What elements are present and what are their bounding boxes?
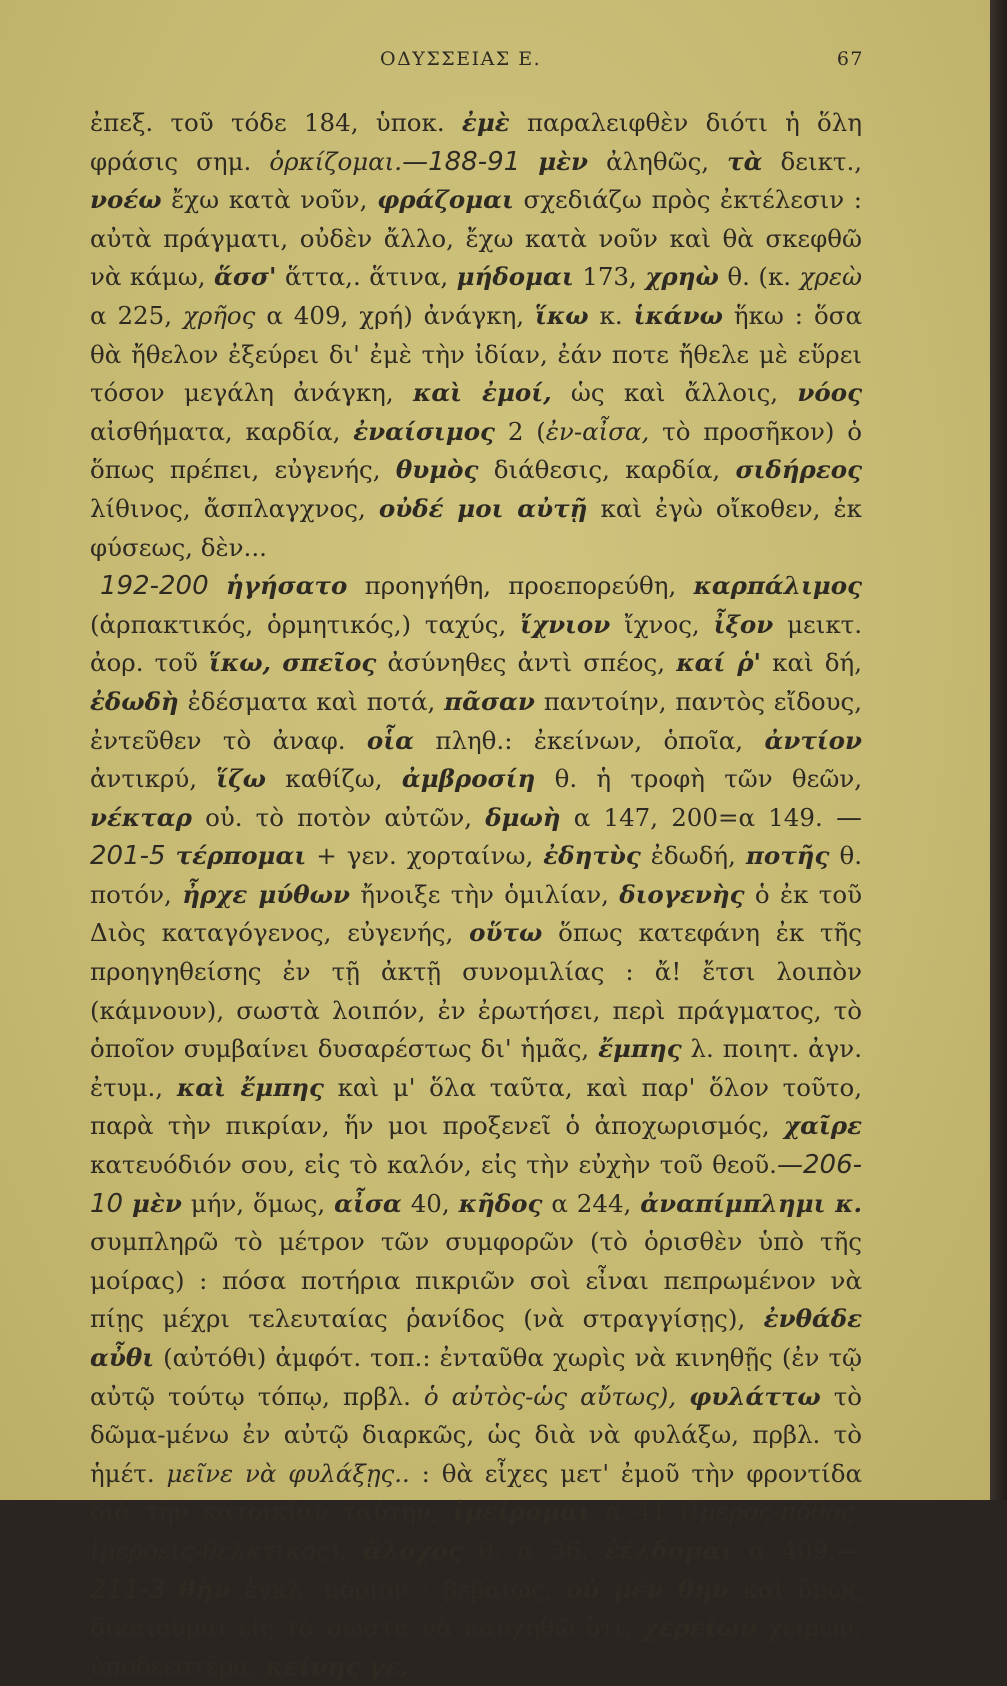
text-run: διάθεσις, καρδία, — [493, 455, 721, 485]
lemma: αἶσα — [334, 1188, 402, 1218]
text-run: ἀντικρύ, — [90, 764, 197, 794]
verse-range: —201-5 — [90, 802, 862, 872]
text-run: θ. ποτόν, — [90, 841, 863, 909]
text-run: μήν, ὅμως, — [190, 1188, 326, 1218]
text-run: ἐδέσματα καὶ ποτά, — [187, 686, 436, 716]
lemma: ἵκω, — [209, 648, 272, 678]
verse-range: —211-3 — [90, 1535, 862, 1605]
text-run: ἥκω : ὅσα θὰ ἤθελον ἐξεύρει δι' ἐμὲ τὴν ἰδίαν, ἐάν ποτε ἤθελε μὲ εὕρει τόσον μεγάλη ἀνάγκη, — [90, 300, 863, 408]
lemma: ἵζω — [216, 764, 266, 794]
commentary-text — [90, 104, 862, 1686]
text-run: τὸ προσῆκον) ὁ ὅπως πρέπει, εὐγενής, — [90, 416, 863, 485]
lemma: κῆδος — [458, 1188, 543, 1218]
text-run: καθίζω, — [285, 764, 383, 794]
text-run: α 409, χρή) ἀνάγκη, — [266, 300, 525, 330]
lemma: ἵκω — [535, 300, 589, 330]
lemma: ἦρχε μύθων — [182, 879, 350, 909]
lemma: οὕτω — [469, 918, 543, 948]
text-run: (ἁρπακτικός, ὁρμητικός,) ταχύς, — [90, 609, 507, 639]
text-run: παραλειφθὲν διότι ἡ ὅλη φράσις σημ. — [90, 108, 863, 176]
text-run: α 225, — [90, 300, 173, 330]
lemma: ἀναπίμπλημι κ. — [640, 1188, 862, 1218]
text-run: οὐ. τὸ ποτὸν αὐτῶν, — [205, 802, 473, 832]
lemma: πᾶσαν — [444, 686, 535, 716]
lemma: φράζομαι — [377, 185, 514, 215]
lemma: νοέω — [90, 185, 162, 215]
lemma: χαῖρε — [783, 1111, 862, 1141]
verse-range: —206-10 — [90, 1150, 862, 1219]
italic-run: χρεὼ — [799, 262, 862, 292]
lemma: τέρπομαι — [175, 841, 307, 871]
lemma: τὰ — [727, 146, 763, 176]
text-run: καὶ δή, — [772, 648, 863, 678]
lemma: οἷα — [366, 725, 414, 755]
text-run: ἤνοιξε τὴν ὁμιλίαν, — [360, 879, 609, 909]
lemma: ἄλοχος — [363, 1535, 463, 1565]
lemma: νέκταρ — [90, 802, 192, 832]
text-run: συμπληρῶ τὸ μέτρον τῶν συμφορῶν (τὸ ὁρισθὲν ὑπὸ τῆς μοίρας) : πόσα ποτήρια πικριῶν σοὶ εἶναι πεπρωμένον νὰ πίῃς μέχρι τελευταίας ῥανίδος (νὰ στραγγίσῃς), — [90, 1227, 862, 1334]
italic-run: μεῖνε νὰ φυλάξῃς.. — [166, 1458, 410, 1488]
lemma: σπεῖος — [282, 648, 377, 678]
text-run: α 244, — [551, 1188, 632, 1218]
lemma: μήδομαι — [456, 262, 574, 292]
text-run: καὶ μ' ὅλα ταῦτα, καὶ παρ' ὅλον τοῦτο, παρὰ τὴν πικρίαν, ἥν μοι προξενεῖ ὁ ἀποχωρισμός, — [90, 1072, 862, 1141]
text-run: πληθ.: ἐκείνων, ὁποῖα, — [435, 725, 744, 755]
text-run: αἰσθήματα, καρδία, — [90, 416, 341, 446]
lemma: θυμὸς — [395, 455, 479, 485]
lemma: ἔμπης — [598, 1034, 682, 1064]
lemma: καρπάλιμος — [693, 571, 862, 601]
lemma: καί ῥ' — [676, 648, 761, 678]
lemma: ἐνθάδε αὖθι — [90, 1304, 862, 1372]
lemma: μὲν — [538, 146, 589, 176]
text-run: θ. α 36, — [478, 1535, 589, 1565]
text-run: σχεδιάζω πρὸς ἐκτέλεσιν : αὐτὰ πράγματι, οὐδὲν ἄλλο, ἔχω κατὰ νοῦν καὶ θὰ σκεφθῶ νὰ κάμω, — [90, 185, 863, 292]
page-number: 67 — [836, 48, 864, 70]
lemma: ἐμὲ — [461, 108, 510, 137]
lemma: ἶξον — [713, 609, 774, 639]
text-run: ἐδωδή, — [650, 841, 736, 871]
text-run: λ. ποιητ. ἀγν. ἐτυμ., — [90, 1034, 862, 1102]
italic-run: ὁ αὐτὸς-ὡς αὔτως), — [423, 1381, 677, 1411]
lemma: σιδήρεος — [735, 455, 862, 485]
lemma: ἱμείρομαι — [452, 1497, 591, 1527]
book-edge — [990, 0, 1007, 1500]
lemma: κείνης γε, — [265, 1651, 409, 1681]
running-header — [90, 48, 862, 82]
text-run: παντοίην, παντὸς εἴδους, ἐντεῦθεν τὸ ἀναφ. — [90, 686, 862, 755]
lemma: δμωὴ — [485, 802, 561, 832]
italic-run: χρῆος — [182, 300, 256, 330]
text-run: 40, — [410, 1188, 450, 1218]
text-run: χείρων, ὑποδεεστέρα, — [90, 1613, 862, 1681]
text-run: ὡς καὶ ἄλλοις, — [570, 378, 779, 408]
text-run: δεικτ., — [780, 146, 863, 176]
text-run: τὸ δῶμα-μένω ἐν αὐτῷ διαρκῶς, ὡς διὰ νὰ φυλάξω, πρβλ. τὸ ἡμέτ. — [90, 1381, 862, 1488]
lemma: ἴχνιον — [520, 609, 611, 639]
lemma: ἐέλδομαι — [604, 1535, 733, 1565]
italic-run: ἐν-αἶσα, — [545, 416, 650, 446]
text-run: κ. — [599, 300, 623, 330]
lemma: ἅσσ' — [213, 262, 277, 292]
text-run: 173, — [582, 262, 637, 292]
paragraph-2 — [90, 567, 862, 1686]
lemma: ποτῆς — [745, 841, 830, 871]
text-run: ἐπεξ. τοῦ τόδε 184, ὑποκ. — [90, 108, 445, 137]
lemma: καὶ ἔμπης — [176, 1072, 324, 1102]
text-run: λίθινος, ἄσπλαγχνος, — [90, 493, 366, 523]
lemma: διογενὴς — [619, 879, 745, 909]
lemma: ἀντίον — [764, 725, 863, 755]
italic-run: ὁρκίζομαι. — [269, 146, 403, 176]
lemma: θὴν — [179, 1574, 231, 1604]
italic-run: ἵμερος-πόθος, ἱμερόεις-θελκτικός — [90, 1497, 863, 1565]
lemma: ἱκάνω — [633, 300, 723, 330]
text-run: θ. ἡ τροφὴ τῶν θεῶν, — [554, 764, 863, 794]
text-run: ἐγκλ. μόριον : βεβαίως, — [243, 1574, 553, 1604]
text-run: προηγήθη, προεπορεύθη, — [364, 571, 677, 601]
text-run: ἔχω κατὰ νοῦν, — [171, 185, 368, 215]
lemma: νόος — [797, 378, 863, 408]
text-run: : θὰ εἶχες μετ' ἐμοῦ τὴν φροντίδα διὰ τὴν κατοικίαν ταύτην, — [90, 1458, 862, 1527]
lemma: ἐναίσιμος — [353, 416, 495, 446]
lemma: οὐδέ μοι αὐτῇ — [378, 493, 588, 523]
verse-range: —188-91 — [402, 146, 521, 177]
lemma: μὲν — [132, 1188, 182, 1218]
lemma: ἐδητὺς — [543, 841, 641, 871]
text-run: ἀσύνηθες ἀντὶ σπέος, — [387, 648, 666, 678]
running-title: ΟΔΥΣΣΕΙΑΣ Ε. — [380, 48, 542, 70]
text-run: ), — [329, 1535, 348, 1565]
text-run: (αὐτόθι) ἀμφότ. τοπ.: ἐνταῦθα χωρὶς νὰ κινηθῇς (ἐν τῷ αὐτῷ τούτῳ τόπῳ, πρβλ. — [90, 1343, 862, 1411]
text-run: α 409. — [748, 1535, 836, 1565]
text-run: μεικτ. ἀορ. τοῦ — [90, 609, 863, 678]
text-run: ὅπως κατεφάνη ἐκ τῆς προηγηθείσης ἐν τῇ ἀκτῇ συνομιλίας : ἄ! ἔτσι λοιπὸν (κάμνουν), σωστὰ λοιπόν, ἐν ἐρωτήσει, περὶ πράγματος, τὸ ὁποῖον συμβαίνει δυσαρέστως δι' ἡμᾶς, — [90, 918, 862, 1064]
text-run: θ. (κ. — [727, 262, 792, 292]
lemma: οὐ μέν θην — [565, 1574, 729, 1604]
text-run: ἀληθῶς, — [606, 146, 710, 176]
text-run: κατευόδιόν σου, εἰς τὸ καλόν, εἰς τὴν εὐχὴν τοῦ θεοῦ. — [90, 1150, 777, 1180]
text-run: ἴχνος, — [624, 609, 700, 639]
verse-range: 192-200 — [100, 571, 209, 602]
lemma: ἡγήσατο — [225, 571, 348, 601]
lemma: φυλάττω — [689, 1381, 821, 1411]
lemma: ἐδωδὴ — [90, 686, 179, 716]
text-run: καὶ ἐγὼ οἴκοθεν, ἐκ φύσεως, δὲν... — [90, 493, 862, 562]
text-run: α 41 ( — [604, 1497, 691, 1527]
lemma: χρηὼ — [645, 262, 719, 292]
paragraph-1 — [90, 104, 862, 567]
text-run: 2 ( — [507, 416, 546, 446]
text-run: α 147, 200=α 149. — [573, 802, 823, 832]
text-run: καὶ ὅμως δικαιοῦμαι εἰς τὰ σωστὰ νὰ καυχηθῶ ὅτι, — [90, 1574, 862, 1643]
lemma: ἀμβροσίη — [401, 764, 536, 794]
text-run: ἅττα,. ἅτινα, — [284, 262, 449, 292]
text-run: + γεν. χορταίνω, — [316, 841, 534, 871]
lemma: χερείων — [642, 1613, 757, 1643]
text-run: ὁ ἐκ τοῦ Διὸς καταγόγενος, εὐγενής, — [90, 879, 862, 948]
lemma: καὶ ἐμοί, — [412, 378, 552, 408]
